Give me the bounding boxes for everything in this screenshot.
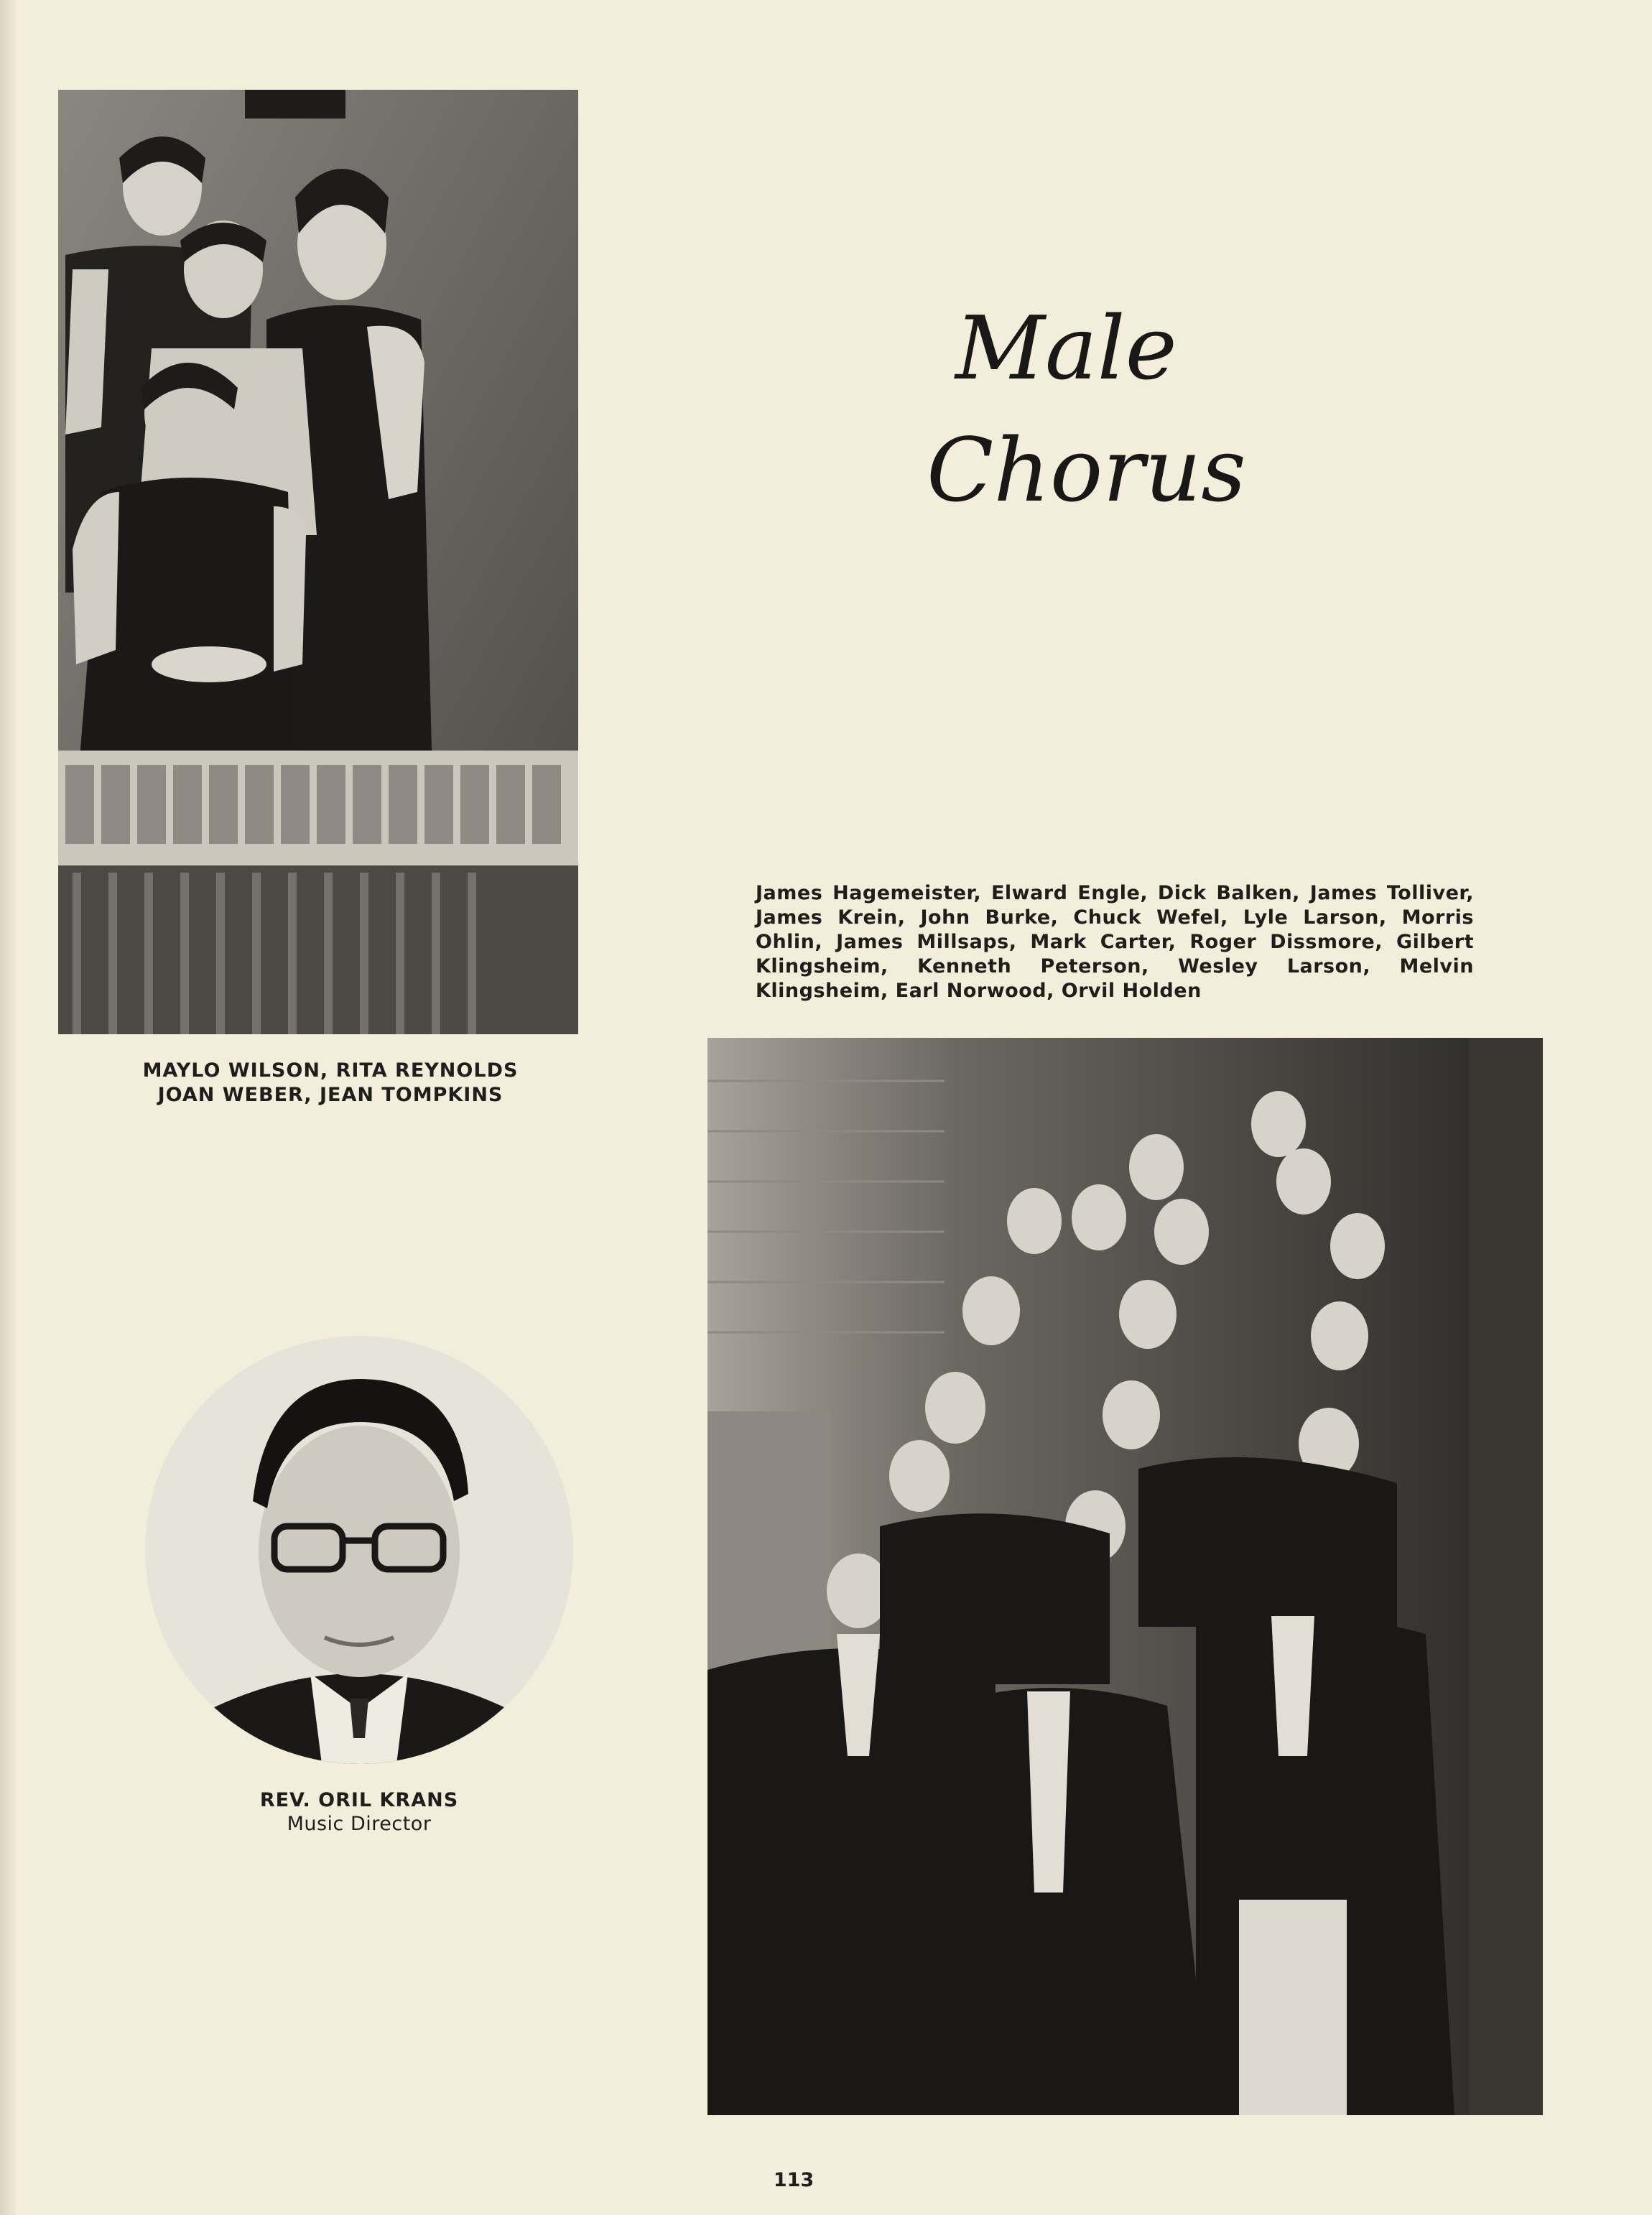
quartet-photo <box>58 90 578 1034</box>
director-caption <box>215 1788 503 1836</box>
director-name: REV. ORIL KRANS <box>259 1789 459 1811</box>
quartet-caption-line-2: JOAN WEBER, JEAN TOMPKINS <box>157 1084 504 1106</box>
member-list: James Hagemeister, Elward Engle, Dick Balken, James Tolliver, James Krein, John Burke, Chuck Wefel, Lyle Larson, Morris Ohlin, James Millsaps, Mark Carter, Roger Dissmore, Gilbert Klingsheim, Kenneth Peterson, Wesley Larson, Melvin Klingsheim, Earl Norwood, Orvil Holden <box>756 882 1474 1002</box>
quartet-caption <box>86 1059 575 1108</box>
quartet-caption-line-1: MAYLO WILSON, RITA REYNOLDS <box>142 1059 519 1082</box>
title-line-1: Male <box>955 297 1177 399</box>
director-portrait <box>145 1336 573 1764</box>
page-number: 113 <box>773 2169 815 2191</box>
chorus-group-photo <box>707 1038 1543 2115</box>
director-role: Music Director <box>287 1813 432 1835</box>
page-binding-edge <box>0 0 16 2215</box>
title-line-2: Chorus <box>927 419 1246 521</box>
page-title <box>927 287 1246 531</box>
